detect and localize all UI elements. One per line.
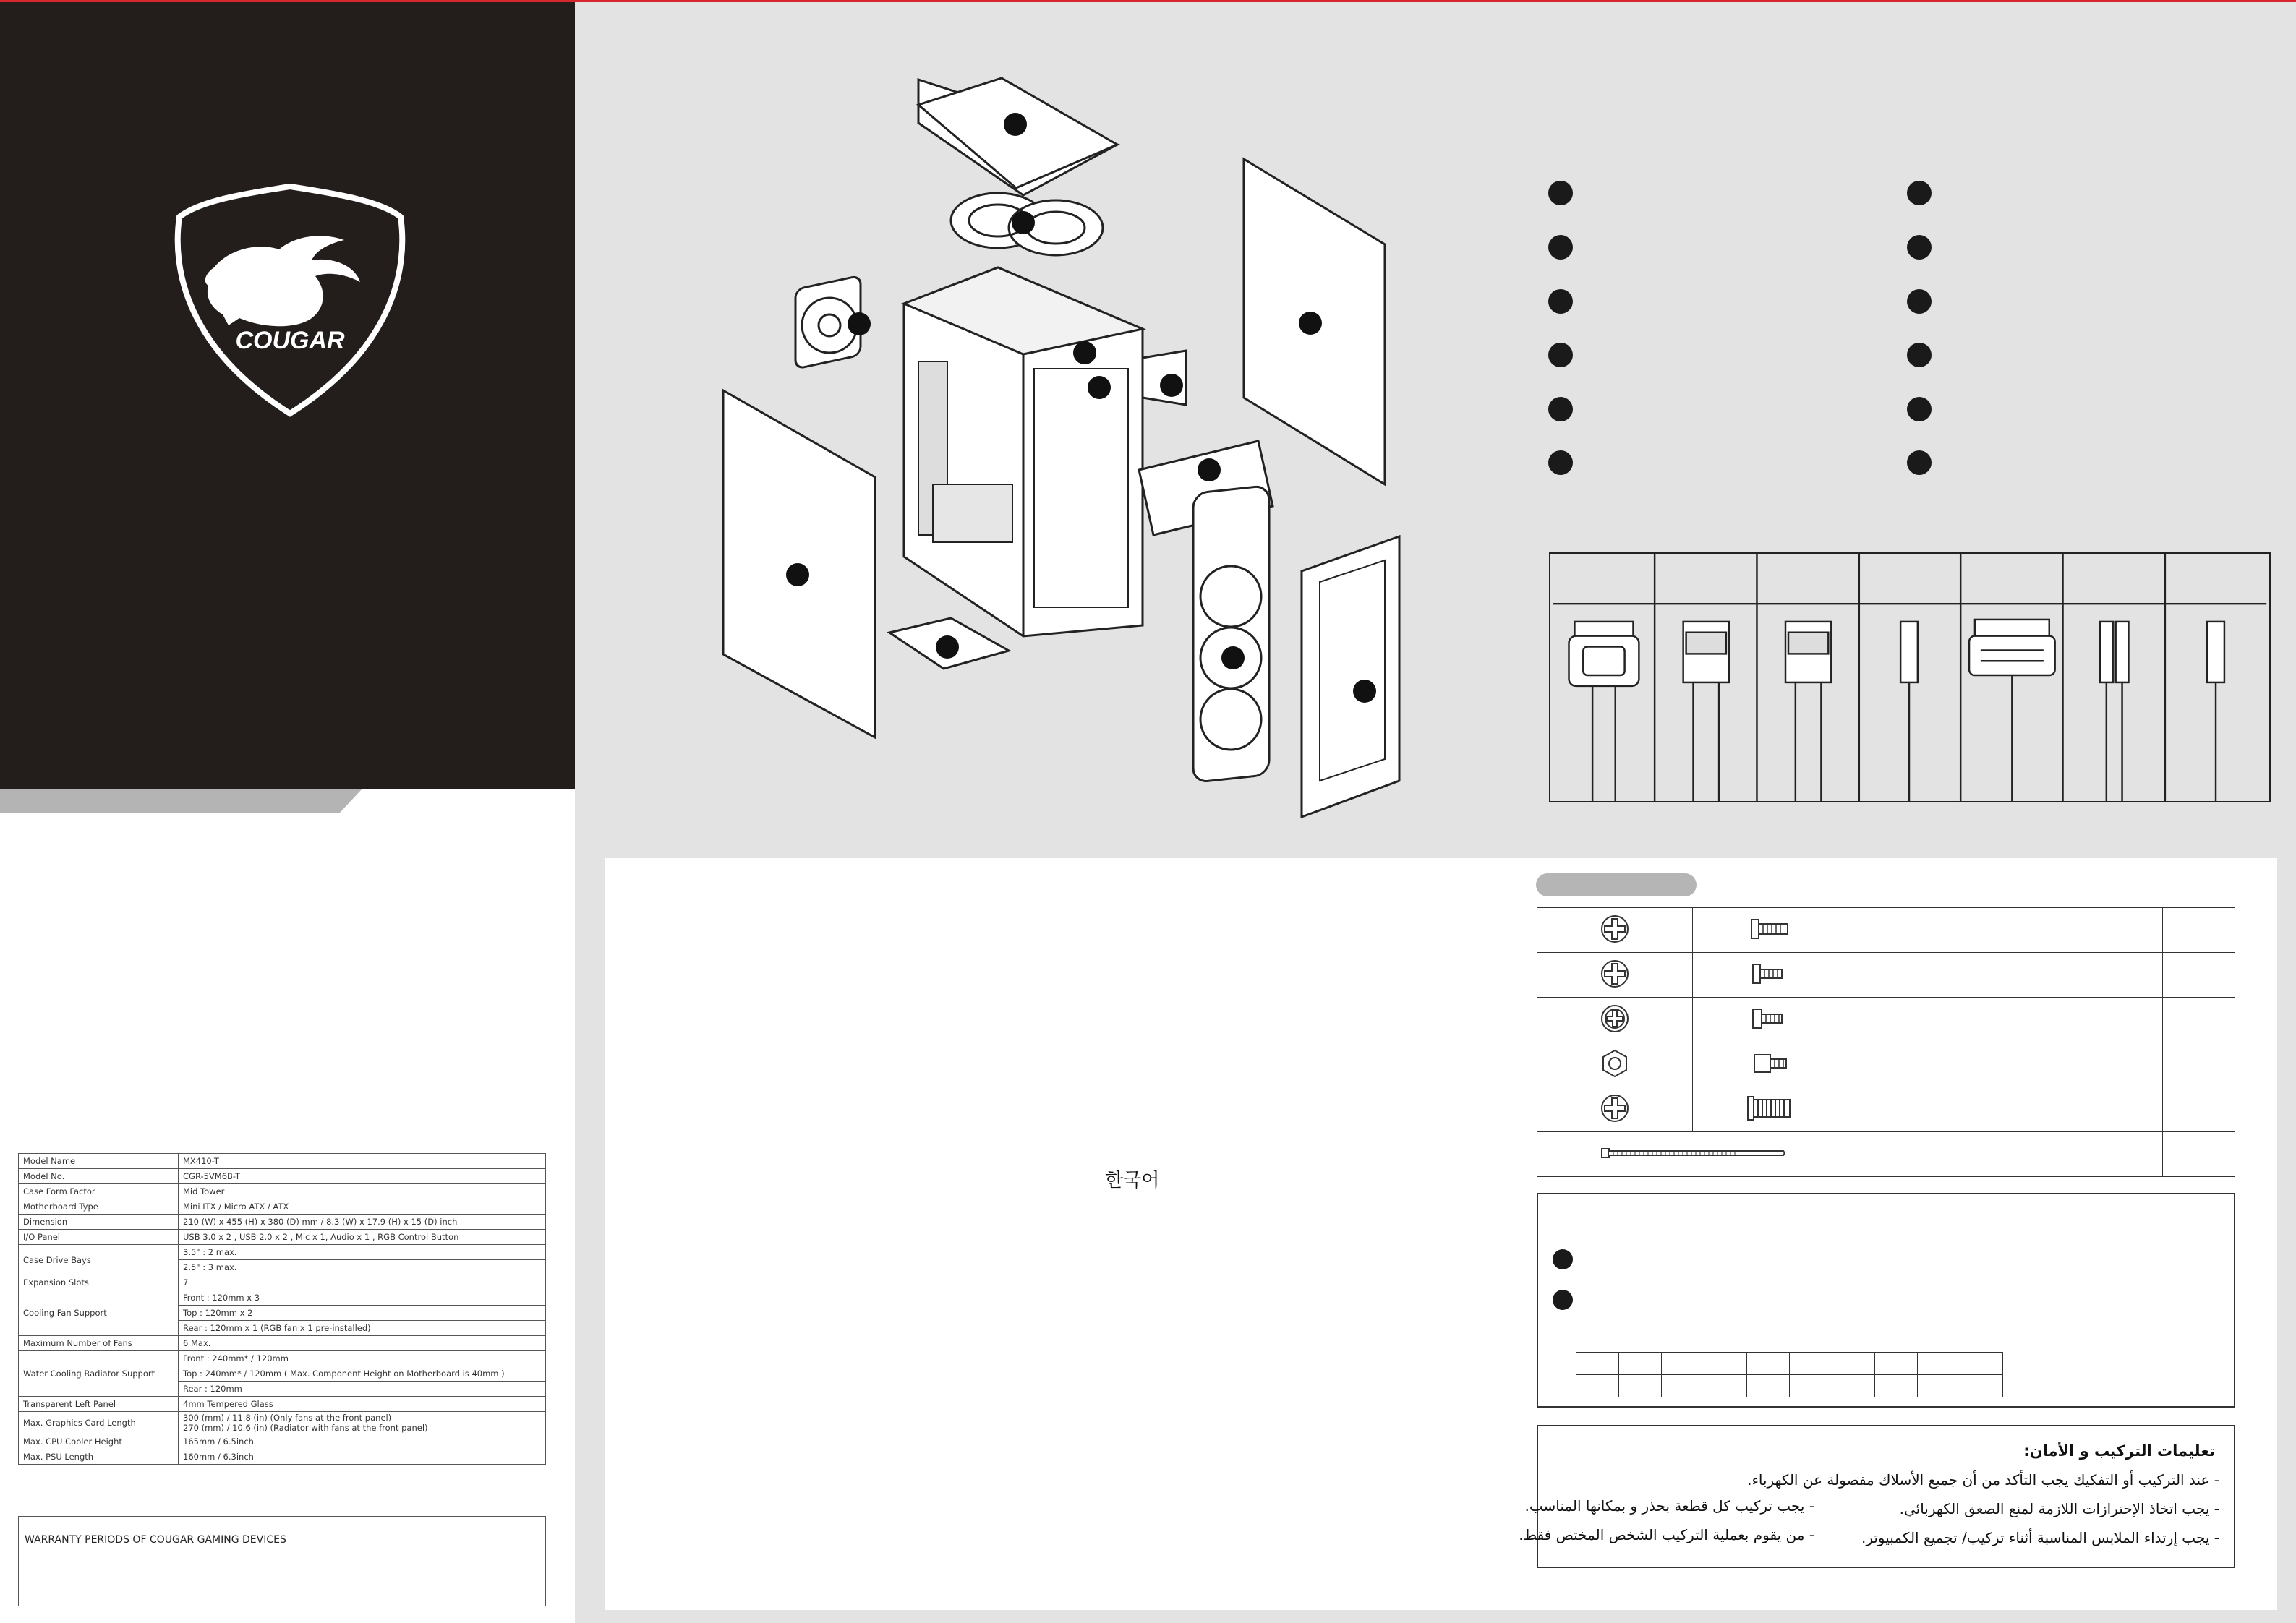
callout-drive-cage — [1198, 458, 1221, 481]
callout-glass-panel — [786, 563, 809, 586]
spec-value: USB 3.0 x 2 , USB 2.0 x 2 , Mic x 1, Audio x 1 , RGB Control Button — [179, 1230, 546, 1245]
fan-screw-side-icon — [1745, 1094, 1796, 1123]
spec-value: 2.5" : 3 max. — [179, 1260, 546, 1275]
note-bullet — [1553, 1290, 1573, 1310]
legend-dot — [1907, 235, 1932, 260]
spec-label: Water Cooling Radiator Support — [19, 1351, 179, 1397]
spec-value: 6 Max. — [179, 1336, 546, 1351]
spec-row — [19, 1230, 546, 1245]
spec-label: Transparent Left Panel — [19, 1397, 179, 1412]
usb3-connector-icon — [1569, 622, 1639, 801]
top-edge-line — [0, 0, 2296, 2]
legend-dot — [1907, 450, 1932, 475]
spec-row — [19, 1275, 546, 1290]
spec-row — [19, 1199, 546, 1215]
warranty-grid — [1576, 1352, 2003, 1397]
callout-right-panel — [1299, 312, 1322, 335]
legend-dot — [1548, 181, 1573, 205]
spec-value: 7 — [179, 1275, 546, 1290]
spec-value: 3.5" : 2 max. — [179, 1245, 546, 1260]
callout-io-bracket — [1160, 374, 1183, 397]
led-connector-icon — [2100, 622, 2129, 801]
spec-label: Motherboard Type — [19, 1199, 179, 1215]
phillips-head-icon — [1599, 1092, 1631, 1124]
power-sw-connector-icon — [1900, 622, 1918, 801]
spec-row — [19, 1412, 546, 1434]
specifications-table — [18, 1153, 546, 1465]
spec-row — [19, 1184, 546, 1199]
screw-row — [1537, 953, 2235, 998]
screw-row — [1537, 1042, 2235, 1087]
spec-value: 160mm / 6.3inch — [179, 1449, 546, 1465]
spec-label: Max. CPU Cooler Height — [19, 1434, 179, 1449]
arabic-safety-notes — [1519, 1425, 2235, 1568]
spec-label: Case Drive Bays — [19, 1245, 179, 1275]
screw-side-icon — [1749, 963, 1792, 985]
spec-value: Rear : 120mm — [179, 1382, 546, 1397]
legend-dot — [1548, 343, 1573, 367]
callout-top-fans — [1012, 211, 1035, 234]
language-label: 한국어 — [1105, 1170, 1160, 1191]
screw-row — [1537, 1087, 2235, 1132]
cable-tie-icon — [1599, 1146, 1787, 1160]
spec-label: Model No. — [19, 1169, 179, 1184]
spec-value: Top : 120mm x 2 — [179, 1306, 546, 1321]
phillips-head-icon — [1599, 913, 1631, 945]
spec-value: Rear : 120mm x 1 (RGB fan x 1 pre-installed) — [179, 1321, 546, 1336]
legend-dot — [1548, 450, 1573, 475]
screw-row — [1537, 908, 2235, 953]
spec-value: Mini ITX / Micro ATX / ATX — [179, 1199, 546, 1215]
accessories-header-pill — [1536, 873, 1697, 896]
arabic-notes-title: تعليمات التركيب و الأمان: — [2023, 1442, 2215, 1460]
spec-value: Mid Tower — [179, 1184, 546, 1199]
callout-chassis — [1073, 341, 1096, 364]
spec-value: CGR-5VM6B-T — [179, 1169, 546, 1184]
cover-accent-strip-tip — [340, 789, 362, 813]
spec-row — [19, 1434, 546, 1449]
callout-bottom-filter — [936, 635, 959, 659]
spec-value: Front : 240mm* / 120mm — [179, 1351, 546, 1366]
callout-top-filter — [1004, 113, 1027, 136]
hd-audio-connector-icon — [1785, 622, 1831, 801]
callout-front-fans — [1221, 646, 1245, 669]
note-bullet — [1553, 1249, 1573, 1269]
spec-row — [19, 1290, 546, 1306]
spec-value: 300 (mm) / 11.8 (in) (Only fans at the front panel) 270 (mm) / 10.6 (in) (Radiator with fans at the front panel) — [179, 1412, 546, 1434]
spec-label: Case Form Factor — [19, 1184, 179, 1199]
spec-value: Front : 120mm x 3 — [179, 1290, 546, 1306]
spec-label: Expansion Slots — [19, 1275, 179, 1290]
exploded-case-diagram — [694, 65, 1439, 831]
arabic-note: - عند التركيب أو التفكيك يجب التأكد من أن جميع الأسلاك مفصولة عن الكهرباء. — [1747, 1471, 2219, 1489]
warranty-title: WARRANTY PERIODS OF COUGAR GAMING DEVICES — [25, 1534, 286, 1546]
legend-dot — [1907, 181, 1932, 205]
spec-row — [19, 1245, 546, 1260]
callout-front-panel — [1353, 680, 1376, 703]
legend-dot — [1907, 289, 1932, 314]
phillips-head-icon — [1599, 1003, 1631, 1035]
front-fans — [1193, 485, 1269, 782]
warranty-box — [18, 1516, 546, 1606]
spec-row — [19, 1397, 546, 1412]
spec-row — [19, 1351, 546, 1366]
spec-value: MX410-T — [179, 1154, 546, 1169]
arabic-note: - يجب اتخاذ الإحترازات اللازمة لمنع الصعق الكهربائي. — [1899, 1500, 2219, 1517]
spec-row — [19, 1449, 546, 1465]
spec-label: Dimension — [19, 1215, 179, 1230]
hex-standoff-icon — [1599, 1048, 1631, 1079]
spec-label: Cooling Fan Support — [19, 1290, 179, 1336]
spec-row — [19, 1154, 546, 1169]
legend-dot — [1907, 343, 1932, 367]
screw-row — [1537, 998, 2235, 1042]
spec-value: 210 (W) x 455 (H) x 380 (D) mm / 8.3 (W) x 17.9 (H) x 15 (D) inch — [179, 1215, 546, 1230]
spec-label: Max. Graphics Card Length — [19, 1412, 179, 1434]
screws-table — [1537, 907, 2235, 1177]
cover-accent-strip — [0, 789, 340, 813]
callout-rear-fan — [848, 312, 871, 335]
spec-value: 165mm / 6.5inch — [179, 1434, 546, 1449]
spec-row — [19, 1169, 546, 1184]
standoff-side-icon — [1749, 1053, 1792, 1074]
spec-value: 4mm Tempered Glass — [179, 1397, 546, 1412]
spec-label: Maximum Number of Fans — [19, 1336, 179, 1351]
logo-wordmark: COUGAR — [235, 327, 345, 354]
sata-power-connector-icon — [1969, 620, 2055, 801]
spec-row — [19, 1215, 546, 1230]
spec-value: Top : 240mm* / 120mm ( Max. Component Height on Motherboard is 40mm ) — [179, 1366, 546, 1382]
arabic-note: - يجب تركيب كل قطعة بحذر و بمكانها المناسب. — [1524, 1497, 1814, 1515]
screw-side-icon — [1749, 918, 1792, 940]
cougar-logo — [171, 181, 409, 419]
callout-psu-area — [1088, 376, 1111, 399]
chassis — [904, 267, 1143, 636]
notes-box — [1537, 1193, 2235, 1408]
spec-label: Model Name — [19, 1154, 179, 1169]
spec-label: I/O Panel — [19, 1230, 179, 1245]
legend-dot — [1907, 397, 1932, 421]
arabic-note: - من يقوم بعملية التركيب الشخص المختص فقط. — [1519, 1526, 1814, 1543]
legend-dot — [1548, 235, 1573, 260]
legend-dot — [1548, 397, 1573, 421]
reset-sw-connector-icon — [2207, 622, 2224, 801]
spec-label: Max. PSU Length — [19, 1449, 179, 1465]
screw-row — [1537, 1132, 2235, 1177]
arabic-note: - يجب إرتداء الملابس المناسبة أثناء تركيب/ تجميع الكمبيوتر. — [1861, 1529, 2219, 1546]
legend-dot — [1548, 289, 1573, 314]
usb2-connector-icon — [1683, 622, 1729, 801]
screw-side-icon — [1749, 1008, 1792, 1029]
connector-table — [1549, 552, 2271, 802]
spec-row — [19, 1336, 546, 1351]
phillips-head-icon — [1599, 958, 1631, 990]
